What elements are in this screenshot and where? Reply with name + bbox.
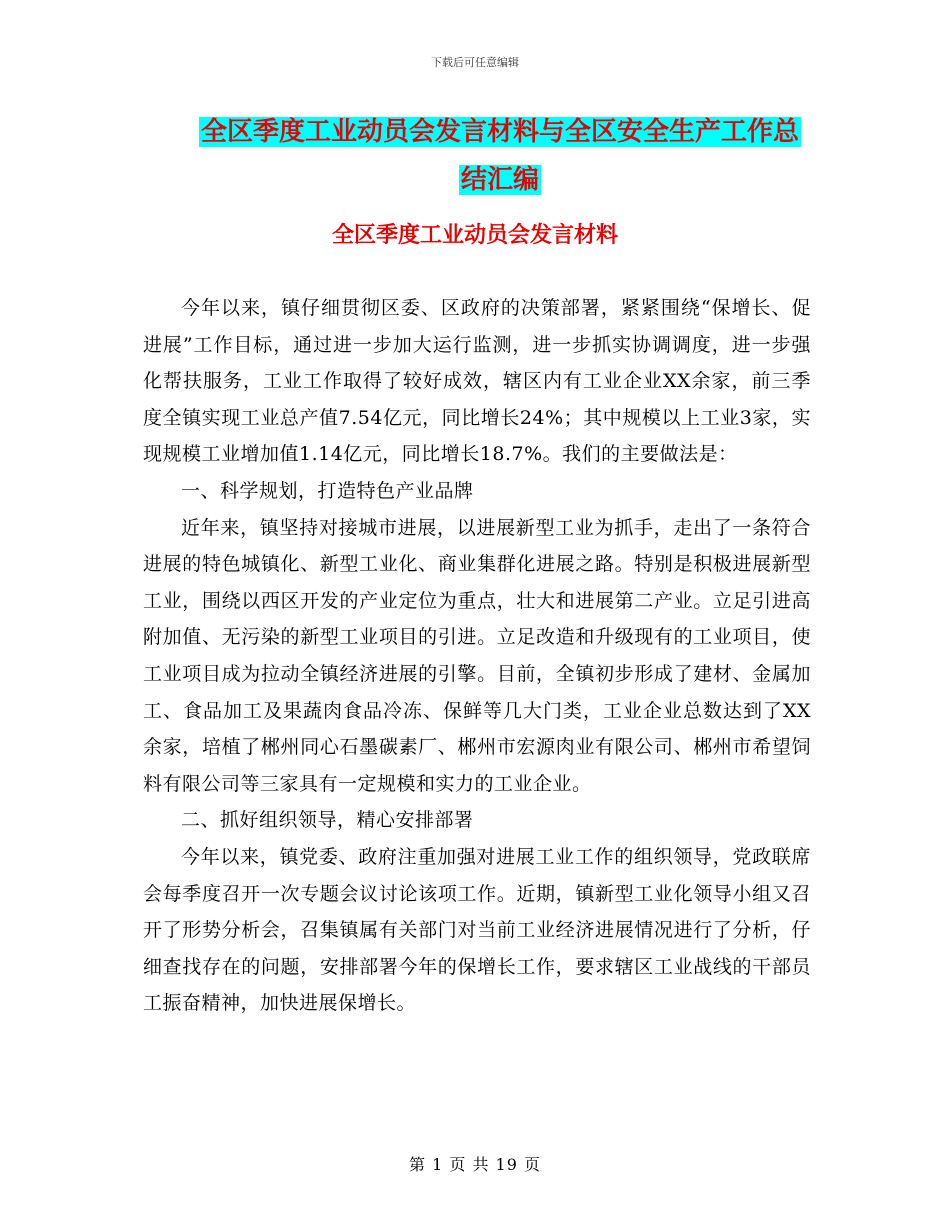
document-title-line-2: 结汇编	[460, 165, 539, 195]
document-title	[160, 108, 840, 204]
document-title-line-1: 全区季度工业动员会发言材料与全区安全生产工作总	[200, 117, 799, 147]
paragraph-intro: 今年以来，镇仔细贯彻区委、区政府的决策部署，紧紧围绕“保增长、促进展”工作目标，通过进一步加大运行监测，进一步抓实协调调度，进一步强化帮扶服务，工业工作取得了较好成效，辖区内有工业企业XX余家，前三季度全镇实现工业总产值7.54亿元，同比增长24%；其中规模以上工业3家，实现规模工业增加值1.14亿元，同比增长18.7%。我们的主要做法是：	[143, 297, 811, 466]
section-title: 全区季度工业动员会发言材料	[331, 223, 618, 248]
heading-2: 二、抓好组织领导，精心安排部署	[181, 809, 474, 832]
page-footer: 第 1 页 共 19 页	[409, 1155, 541, 1174]
paragraph-1: 近年来，镇坚持对接城市进展，以进展新型工业为抓手，走出了一条符合进展的特色城镇化、新型工业化、商业集群化进展之路。特别是积极进展新型工业，围绕以西区开发的产业定位为重点，壮大和进展第二产业。立足引进高附加值、无污染的新型工业项目的引进。立足改造和升级现有的工业项目，使工业项目成为拉动全镇经济进展的引擎。目前，全镇初步形成了建材、金属加工、食品加工及果蔬肉食品冷冻、保鲜等几大门类，工业企业总数达到了XX余家，培植了郴州同心石墨碳素厂、郴州市宏源肉业有限公司、郴州市希望饲料有限公司等三家具有一定规模和实力的工业企业。	[143, 516, 811, 795]
header-note: 下载后可任意编辑	[431, 56, 519, 69]
paragraph-2: 今年以来，镇党委、政府注重加强对进展工业工作的组织领导，党政联席会每季度召开一次专题会议讨论该项工作。近期，镇新型工业化领导小组又召开了形势分析会，召集镇属有关部门对当前工业经济进展情况进行了分析，仔细查找存在的问题，安排部署今年的保增长工作，要求辖区工业战线的干部员工振奋精神，加快进展保增长。	[143, 845, 811, 1015]
document-body	[143, 290, 811, 1022]
heading-1: 一、科学规划，打造特色产业品牌	[181, 479, 474, 502]
